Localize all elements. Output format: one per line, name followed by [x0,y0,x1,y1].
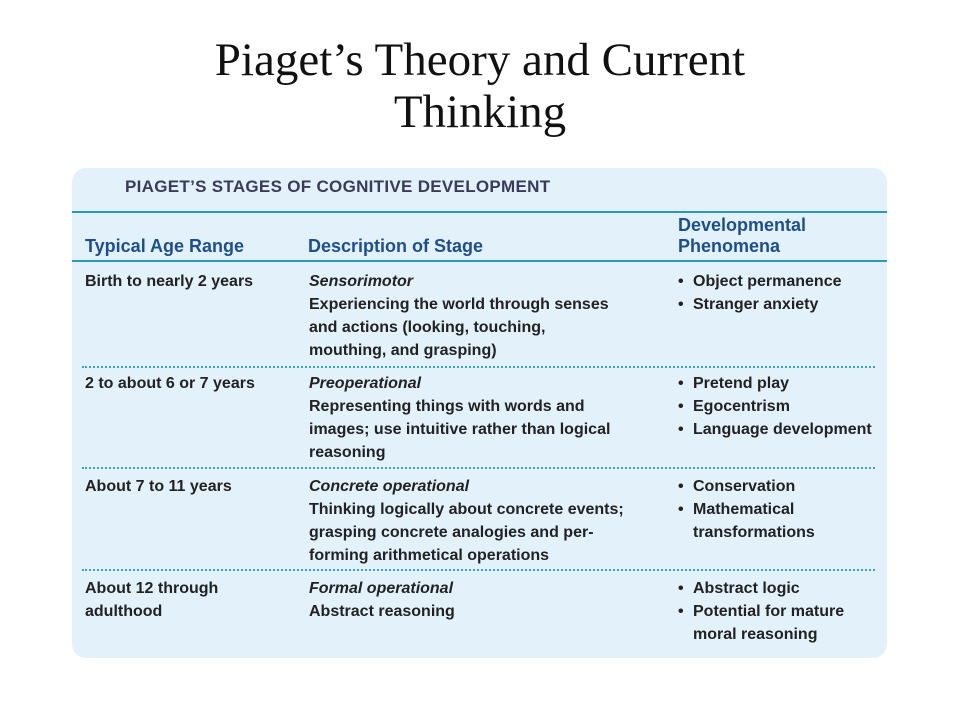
header-phenomena-line-2: Phenomena [678,236,781,256]
phenomenon-continuation [678,623,844,646]
phenomenon-item: • Abstract logic [678,577,844,600]
phenomenon-continuation [678,521,815,544]
desc-line: Thinking logically about concrete events; [309,501,624,518]
row-description [309,475,624,567]
desc-line: Abstract reasoning [309,603,455,620]
desc-line: reasoning [309,444,386,461]
row-phenomena [678,577,844,646]
slide-title-line-2: Thinking [393,86,567,138]
desc-line: Experiencing the world through senses [309,296,609,313]
row-age [85,475,232,498]
row-description [309,372,610,464]
row-description [309,577,455,623]
phenomenon-item: • Mathematical [678,498,815,521]
row-divider [82,366,875,368]
phenomenon-item: • Egocentrism [678,395,872,418]
row-age [85,372,255,395]
desc-line: grasping concrete analogies and per- [309,524,594,541]
row-age [85,270,253,293]
header-phenomena-line-1: Developmental [678,215,807,235]
stage-name: Concrete operational [309,478,470,495]
row-age [85,577,218,623]
slide-title [0,34,960,138]
age-line: Birth to nearly 2 years [85,273,254,290]
table-title: PIAGET’S STAGES OF COGNITIVE DEVELOPMENT [125,177,551,196]
row-phenomena [678,372,872,441]
header-description: Description of Stage [308,236,484,256]
phenomenon-item: • Conservation [678,475,815,498]
age-line: About 12 through [85,580,219,597]
phenomenon-item: • Stranger anxiety [678,293,842,316]
row-divider [82,467,875,469]
header-divider [72,260,887,262]
age-line: 2 to about 6 or 7 years [85,375,255,392]
stages-table-card [72,168,887,658]
header-phenomena [678,215,806,257]
phenomenon-item: • Object permanence [678,270,842,293]
phenomenon-text: transformations [693,524,815,541]
row-phenomena [678,270,842,316]
desc-line: mouthing, and grasping) [309,342,497,359]
age-line: About 7 to 11 years [85,478,232,495]
phenomenon-item: • Language development [678,418,872,441]
title-divider [72,211,887,213]
stage-name: Sensorimotor [309,273,414,290]
desc-line: forming arithmetical operations [309,547,550,564]
header-age: Typical Age Range [85,236,245,256]
row-phenomena [678,475,815,544]
phenomenon-item: • Pretend play [678,372,872,395]
phenomenon-item: • Potential for mature [678,600,844,623]
desc-line: and actions (looking, touching, [309,319,546,336]
stage-name: Formal operational [309,580,454,597]
desc-line: images; use intuitive rather than logical [309,421,611,438]
slide-title-line-1: Piaget’s Theory and Current [214,34,746,86]
phenomenon-text: moral reasoning [693,626,818,643]
row-description [309,270,609,362]
row-divider [82,569,875,571]
stage-name: Preoperational [309,375,422,392]
desc-line: Representing things with words and [309,398,585,415]
age-line: adulthood [85,603,163,620]
